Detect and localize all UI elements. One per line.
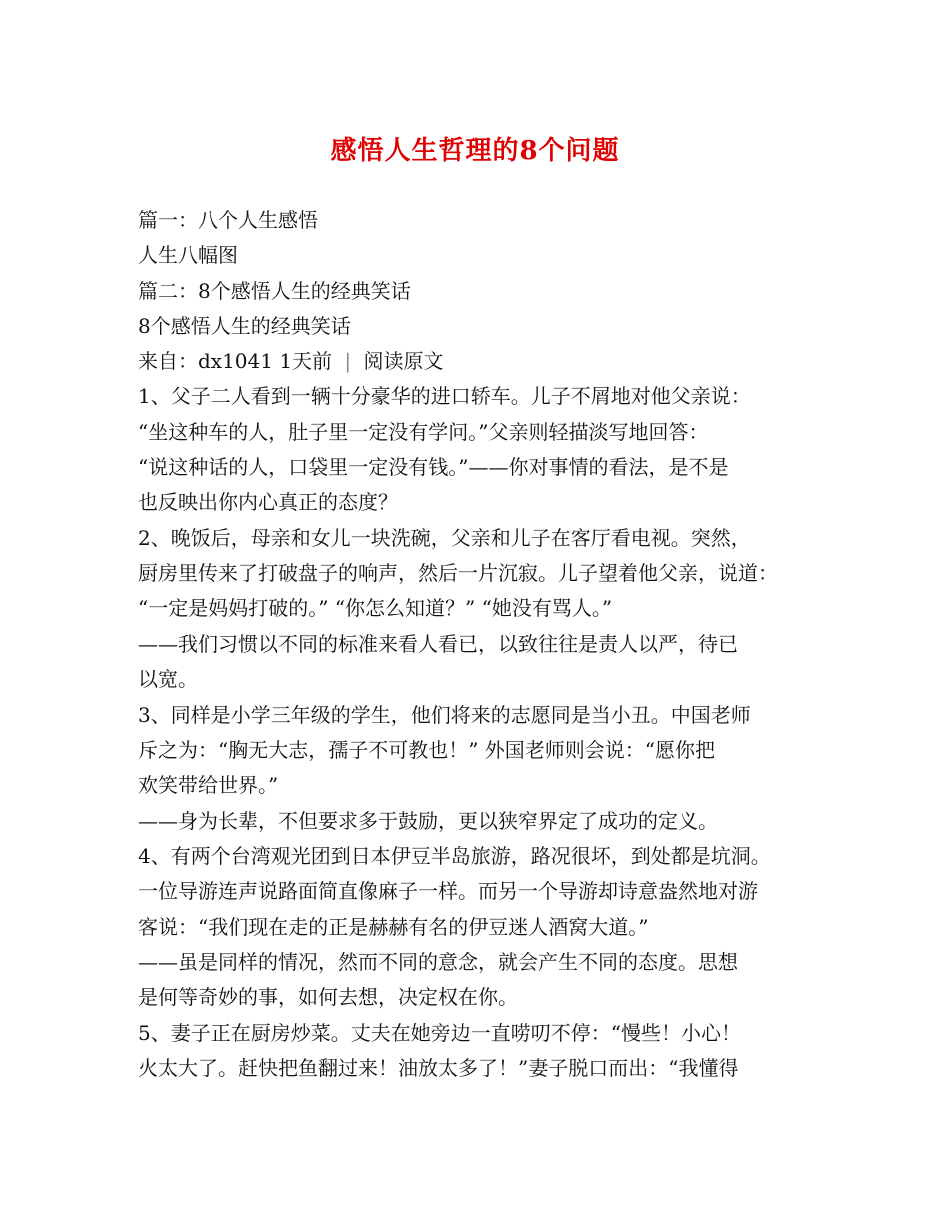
read-original-link[interactable]: 阅读原文 (357, 349, 444, 373)
document-title: 感悟人生哲理的8个问题 (330, 136, 620, 166)
text-line: 斥之为：“胸无大志，孺子不可教也！” 外国老师则会说：“愿你把 (138, 738, 716, 762)
text-line: “说这种话的人，口袋里一定没有钱。”——你对事情的看法，是不是 (138, 455, 729, 479)
text-line: ——虽是同样的情况，然而不同的意念，就会产生不同的态度。思想 (138, 950, 738, 974)
text-line: 一位导游连声说路面简直像麻子一样。而另一个导游却诗意盎然地对游 (138, 879, 758, 903)
text-line: 是何等奇妙的事，如何去想，决定权在你。 (138, 985, 518, 1009)
source-line (138, 349, 444, 373)
text-line: 5、妻子正在厨房炒菜。丈夫在她旁边一直唠叨不停：“慢些！小心！ (138, 1021, 741, 1045)
text-line: 以宽。 (138, 667, 198, 691)
text-line: 客说：“我们现在走的正是赫赫有名的伊豆迷人酒窝大道。” (138, 915, 649, 939)
source-text: 来自：dx1041 1天前 (138, 349, 339, 373)
separator: | (344, 349, 352, 373)
text-line: 3、同样是小学三年级的学生，他们将来的志愿同是当小丑。中国老师 (138, 703, 751, 727)
text-line: ——我们习惯以不同的标准来看人看已，以致往往是责人以严，待已 (138, 632, 738, 656)
text-line: 1、父子二人看到一辆十分豪华的进口轿车。儿子不屑地对他父亲说： (138, 384, 751, 408)
text-line: 篇一：八个人生感悟 (138, 208, 318, 232)
text-line: 2、晚饭后，母亲和女儿一块洗碗，父亲和儿子在客厅看电视。突然， (138, 526, 751, 550)
text-line: 火太大了。赶快把鱼翻过来！油放太多了！”妻子脱口而出：“我懂得 (138, 1056, 739, 1080)
text-line: “坐这种车的人，肚子里一定没有学问。”父亲则轻描淡写地回答： (138, 420, 709, 444)
text-line: 厨房里传来了打破盘子的响声，然后一片沉寂。儿子望着他父亲，说道： (138, 561, 778, 585)
text-line: “一定是妈妈打破的。” “你怎么知道？” “她没有骂人。” (138, 596, 613, 620)
text-line: 篇二：8个感悟人生的经典笑话 (138, 279, 411, 303)
text-line: 4、有两个台湾观光团到日本伊豆半岛旅游，路况很坏，到处都是坑洞。 (138, 844, 771, 868)
text-line: 人生八幅图 (138, 243, 238, 267)
text-line: 8个感悟人生的经典笑话 (138, 314, 351, 338)
text-line: 也反映出你内心真正的态度？ (138, 490, 398, 514)
text-line: ——身为长辈，不但要求多于鼓励，更以狭窄界定了成功的定义。 (138, 809, 718, 833)
text-line: 欢笑带给世界。” (138, 773, 279, 797)
